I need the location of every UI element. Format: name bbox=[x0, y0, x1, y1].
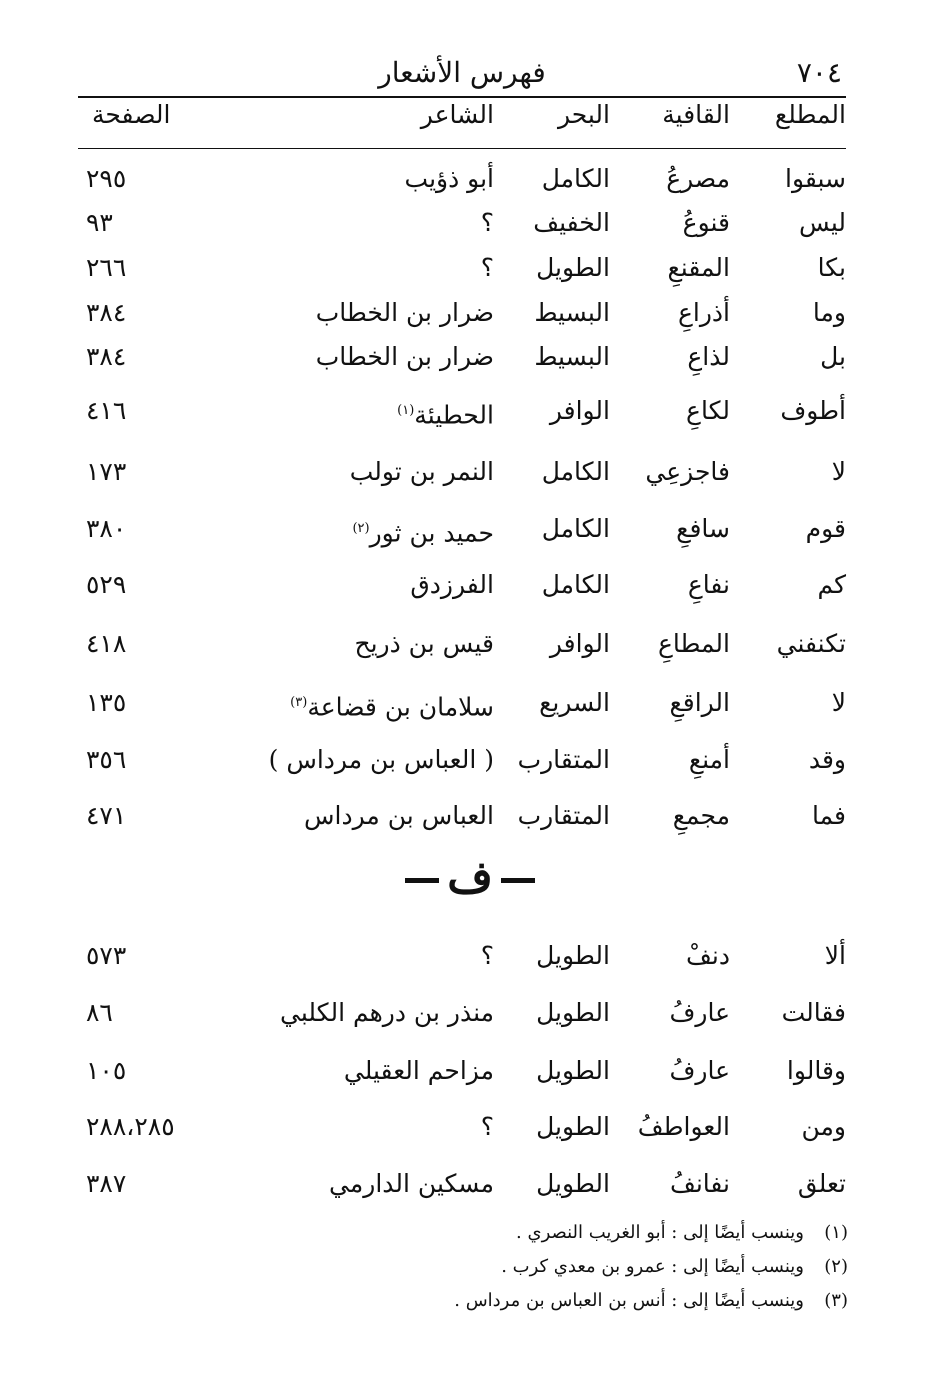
poet-name: ؟ bbox=[480, 1112, 494, 1141]
poet-name: ضرار بن الخطاب bbox=[315, 342, 494, 371]
bahr-cell: المتقارب bbox=[517, 801, 610, 830]
poet-cell bbox=[481, 1104, 494, 1150]
page-cell: ٥٢٩ bbox=[86, 570, 127, 599]
poet-cell bbox=[290, 680, 494, 730]
page-cell: ١٣٥ bbox=[86, 688, 127, 717]
bahr-cell: الخفيف bbox=[533, 208, 610, 237]
poet-name: ؟ bbox=[480, 941, 494, 970]
poet-name: مزاحم العقيلي bbox=[343, 1056, 494, 1085]
matla-cell: أطوف bbox=[780, 396, 846, 425]
page-cell: ٣٨٧ bbox=[86, 1169, 127, 1198]
bahr-cell: الطويل bbox=[536, 253, 610, 282]
index-row bbox=[0, 621, 940, 667]
footnote-number: (١) bbox=[824, 1222, 848, 1243]
footnote-ref: (١) bbox=[397, 403, 415, 418]
poet-cell bbox=[316, 290, 494, 336]
bahr-cell: الكامل bbox=[541, 164, 610, 193]
matla-cell: وما bbox=[812, 298, 846, 327]
column-header-rule bbox=[78, 148, 846, 149]
matla-cell: فما bbox=[811, 801, 846, 830]
poet-cell bbox=[344, 1048, 494, 1094]
bahr-cell: الطويل bbox=[536, 1056, 610, 1085]
index-row bbox=[0, 334, 940, 380]
qafiya-cell: لذاعِ bbox=[687, 342, 730, 371]
poet-name: مسكين الدارمي bbox=[329, 1169, 494, 1198]
poet-cell bbox=[354, 621, 494, 667]
page-header bbox=[78, 56, 846, 94]
bahr-cell: الوافر bbox=[549, 396, 610, 425]
footnote-text: وينسب أيضًا إلى : أنس بن العباس بن مرداس . bbox=[454, 1290, 804, 1311]
page-cell: ٣٨٤ bbox=[86, 298, 127, 327]
index-row bbox=[0, 245, 940, 291]
bahr-cell: الطويل bbox=[536, 1169, 610, 1198]
page-cell: ٣٥٦ bbox=[86, 745, 127, 774]
index-row bbox=[0, 990, 940, 1036]
index-row bbox=[0, 737, 940, 783]
index-row bbox=[0, 388, 940, 434]
column-header-page: الصفحة bbox=[92, 100, 171, 129]
page-cell: ٢٩٥ bbox=[86, 164, 127, 193]
page-cell: ٥٧٣ bbox=[86, 941, 127, 970]
page-cell: ٣٨٠ bbox=[86, 514, 127, 543]
poet-name: ضرار بن الخطاب bbox=[315, 298, 494, 327]
qafiya-cell: لكاعِ bbox=[686, 396, 730, 425]
matla-cell: وقد bbox=[808, 745, 846, 774]
page-title: فهرس الأشعار bbox=[378, 56, 546, 89]
poet-name: أبو ذؤيب bbox=[404, 164, 494, 193]
page-cell: ١٧٣ bbox=[86, 457, 127, 486]
index-row bbox=[0, 933, 940, 979]
matla-cell: لا bbox=[831, 688, 846, 717]
poet-cell bbox=[350, 449, 494, 495]
qafiya-cell: فاجزعِي bbox=[645, 457, 730, 486]
page-cell: ٣٨٤ bbox=[86, 342, 127, 371]
qafiya-cell: سافعِ bbox=[676, 514, 730, 543]
footnote bbox=[128, 1250, 848, 1284]
poet-cell bbox=[481, 200, 494, 246]
footnote-text: وينسب أيضًا إلى : أبو الغريب النصري . bbox=[516, 1222, 804, 1243]
matla-cell: ليس bbox=[798, 208, 846, 237]
matla-cell: بل bbox=[820, 342, 846, 371]
qafiya-cell: الراقعِ bbox=[669, 688, 730, 717]
bahr-cell: الكامل bbox=[541, 514, 610, 543]
qafiya-cell: المقنعِ bbox=[667, 253, 730, 282]
footnote-text: وينسب أيضًا إلى : عمرو بن معدي كرب . bbox=[501, 1256, 804, 1277]
page-cell: ٤١٨ bbox=[86, 629, 127, 658]
poet-name: ؟ bbox=[480, 208, 494, 237]
page-cell: ٩٣ bbox=[86, 208, 113, 237]
bahr-cell: الوافر bbox=[549, 629, 610, 658]
footnote bbox=[128, 1216, 848, 1250]
footnote bbox=[128, 1284, 848, 1318]
matla-cell: كم bbox=[817, 570, 846, 599]
matla-cell: قوم bbox=[805, 514, 846, 543]
footnote-number: (٣) bbox=[824, 1290, 848, 1311]
bahr-cell: الكامل bbox=[541, 570, 610, 599]
index-row bbox=[0, 290, 940, 336]
page-number: ٧٠٤ bbox=[796, 56, 842, 89]
bahr-cell: البسيط bbox=[534, 342, 610, 371]
qafiya-cell: دنفْ bbox=[686, 941, 730, 970]
poet-name: الفرزدق bbox=[410, 570, 494, 599]
poet-name: النمر بن تولب bbox=[349, 457, 494, 486]
index-row bbox=[0, 793, 940, 839]
column-header-bahr: البحر bbox=[557, 100, 610, 129]
column-header-matla: المطلع bbox=[774, 100, 846, 129]
poet-cell bbox=[481, 933, 494, 979]
heading-dash-left bbox=[405, 878, 439, 883]
poet-name: حميد بن ثور bbox=[369, 518, 494, 548]
column-header-qafiya: القافية bbox=[662, 100, 730, 129]
index-row bbox=[0, 156, 940, 202]
bahr-cell: الكامل bbox=[541, 457, 610, 486]
poet-name: الحطيئة bbox=[414, 400, 494, 430]
poet-name: قيس بن ذريح bbox=[354, 629, 494, 658]
header-rule bbox=[78, 96, 846, 98]
index-row bbox=[0, 1161, 940, 1207]
qafiya-cell: قنوعُ bbox=[682, 208, 730, 237]
qafiya-cell: مصرعُ bbox=[666, 164, 730, 193]
bahr-cell: الطويل bbox=[536, 941, 610, 970]
letter-section-heading bbox=[0, 852, 940, 908]
page-cell: ٢٦٦ bbox=[86, 253, 127, 282]
page-cell: ٤٧١ bbox=[86, 801, 127, 830]
matla-cell: وقالوا bbox=[786, 1056, 846, 1085]
index-row bbox=[0, 506, 940, 552]
poet-name: العباس بن مرداس bbox=[304, 801, 494, 830]
poet-cell bbox=[269, 737, 494, 783]
poet-cell bbox=[329, 1161, 494, 1207]
matla-cell: تكنفني bbox=[776, 629, 846, 658]
index-row bbox=[0, 449, 940, 495]
matla-cell: ومن bbox=[801, 1112, 846, 1141]
page-cell: ١٠٥ bbox=[86, 1056, 127, 1085]
matla-cell: فقالت bbox=[781, 998, 846, 1027]
section-letter: ف bbox=[447, 852, 493, 903]
bahr-cell: الطويل bbox=[536, 998, 610, 1027]
page-cell: ٤١٦ bbox=[86, 396, 127, 425]
matla-cell: تعلق bbox=[797, 1169, 846, 1198]
bahr-cell: المتقارب bbox=[517, 745, 610, 774]
poet-name: سلامان بن قضاعة bbox=[307, 692, 494, 722]
poet-cell bbox=[352, 506, 494, 556]
bahr-cell: الطويل bbox=[536, 1112, 610, 1141]
footnote-ref: (٢) bbox=[352, 521, 370, 536]
poet-name: ( العباس بن مرداس ) bbox=[268, 745, 494, 774]
footnote-ref: (٣) bbox=[290, 695, 308, 710]
index-row bbox=[0, 200, 940, 246]
matla-cell: بكا bbox=[817, 253, 846, 282]
page-cell: ٢٨٨،٢٨٥ bbox=[86, 1112, 175, 1141]
footnote-number: (٢) bbox=[824, 1256, 848, 1277]
page-cell: ٨٦ bbox=[86, 998, 113, 1027]
poet-cell bbox=[316, 334, 494, 380]
matla-cell: ألا bbox=[824, 941, 846, 970]
index-row bbox=[0, 1048, 940, 1094]
poet-cell bbox=[280, 990, 494, 1036]
index-row bbox=[0, 1104, 940, 1150]
index-row bbox=[0, 562, 940, 608]
bahr-cell: السريع bbox=[539, 688, 610, 717]
qafiya-cell: نفانفُ bbox=[669, 1169, 730, 1198]
qafiya-cell: عارفُ bbox=[669, 1056, 730, 1085]
bahr-cell: البسيط bbox=[534, 298, 610, 327]
poet-cell bbox=[304, 793, 494, 839]
qafiya-cell: مجمعِ bbox=[672, 801, 730, 830]
poet-cell bbox=[405, 156, 494, 202]
qafiya-cell: أمنعِ bbox=[688, 745, 730, 774]
poet-name: منذر بن درهم الكلبي bbox=[279, 998, 494, 1027]
qafiya-cell: العواطفُ bbox=[637, 1112, 730, 1141]
poet-cell bbox=[410, 562, 494, 608]
heading-dash-right bbox=[501, 878, 535, 883]
column-header-poet: الشاعر bbox=[420, 100, 494, 129]
qafiya-cell: نفاعِ bbox=[687, 570, 730, 599]
poet-name: ؟ bbox=[480, 253, 494, 282]
matla-cell: سبقوا bbox=[785, 164, 846, 193]
index-row bbox=[0, 680, 940, 726]
qafiya-cell: المطاعِ bbox=[657, 629, 730, 658]
qafiya-cell: أذراعِ bbox=[677, 298, 730, 327]
poet-cell bbox=[397, 388, 494, 438]
matla-cell: لا bbox=[831, 457, 846, 486]
footnotes bbox=[128, 1216, 848, 1318]
poet-cell bbox=[481, 245, 494, 291]
qafiya-cell: عارفُ bbox=[669, 998, 730, 1027]
